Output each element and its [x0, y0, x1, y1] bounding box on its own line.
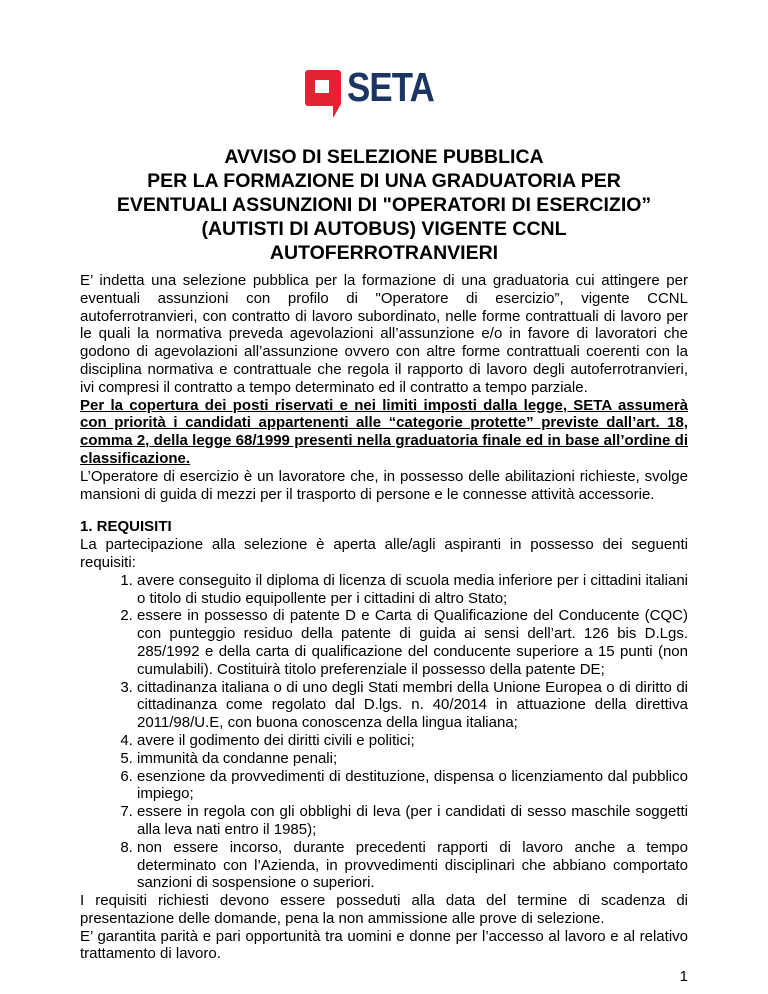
deadline-paragraph: I requisiti richiesti devono essere posseduti alla data del termine di scadenza di presentazione delle domande, pena la non ammissione alle prove di selezione.	[80, 892, 688, 927]
equality-paragraph: E’ garantita parità e pari opportunità tra uomini e donne per l’accesso al lavoro e al relativo trattamento di lavoro.	[80, 927, 688, 963]
seta-logo	[305, 64, 465, 122]
logo-text: SETA	[347, 64, 434, 110]
role-paragraph: L’Operatore di esercizio è un lavoratore che, in possesso delle abilitazioni richieste, svolge mansioni di guida di mezzi per il trasporto di persone e le connesse attività accessorie.	[80, 467, 688, 503]
list-item: 3. cittadinanza italiana o di uno degli Stati membri della Unione Europea o di diritto di cittadinanza come regolato dal D.lgs. n. 40/2014 in attuazione della direttiva 2011/98/U.E, con buona conoscenza della lingua italiana;	[137, 679, 688, 732]
title-line: AVVISO DI SELEZIONE PUBBLICA	[224, 146, 544, 168]
list-item: 1. avere conseguito il diploma di licenza di scuola media inferiore per i cittadini italiani o titolo di studio equipollente per i cittadini di altro Stato;	[137, 572, 688, 608]
document-title	[80, 145, 688, 265]
list-item: 7. essere in regola con gli obblighi di leva (per i candidati di sesso maschile soggetti alla leva nati entro il 1985);	[137, 803, 688, 839]
list-item: 6. esenzione da provvedimenti di destituzione, dispensa o licenziamento dal pubblico impiego;	[137, 768, 688, 804]
requirements-list	[80, 572, 688, 892]
list-item: 8. non essere incorso, durante precedenti rapporti di lavoro anche a tempo determinato con l’Azienda, in provvedimenti disciplinari che abbiano comportato sanzioni di sospensione o superiori.	[137, 839, 688, 892]
section-heading: 1. REQUISITI	[80, 518, 172, 536]
title-line: (AUTISTI DI AUTOBUS) VIGENTE CCNL	[201, 218, 567, 240]
title-line: EVENTUALI ASSUNZIONI DI "OPERATORI DI ESERCIZIO”	[116, 194, 652, 216]
speech-bubble-icon	[305, 70, 341, 106]
intro-paragraph: E’ indetta una selezione pubblica per la formazione di una graduatoria cui attingere per eventuali assunzioni con profilo di "Operatore di esercizio”, vigente CCNL autoferrotranvieri, con contratto di lavoro subordinato, nelle forme contrattuali di lavoro per le quali la normativa preveda agevolazioni all’assunzione e/o in favore di lavoratori che godono di agevolazioni all’assunzione ovvero con altre forme contrattuali coerenti con la disciplina normativa e contrattuale che regola il rapporto di lavoro degli autoferrotranvieri, ivi compresi il contratto a tempo determinato ed il contratto a tempo parziale.	[80, 272, 688, 396]
list-item: 2. essere in possesso di patente D e Carta di Qualificazione del Conducente (CQC) con punteggio residuo della patente di guida ai sensi dell’art. 126 bis D.Lgs. 285/1992 e della carta di qualificazione del conducente superiore a 15 punti (non cumulabili). Costituirà titolo preferenziale il possesso della patente DE;	[137, 607, 688, 678]
priority-paragraph: Per la copertura dei posti riservati e nei limiti imposti dalla legge, SETA assumerà con priorità i candidati appartenenti alle “categorie protette” previste dall’art. 18, comma 2, della legge 68/1999 presenti nella graduatoria finale ed in base all’ordine di classificazione.	[80, 396, 688, 467]
list-item: 4. avere il godimento dei diritti civili e politici;	[137, 732, 688, 750]
title-line: PER LA FORMAZIONE DI UNA GRADUATORIA PER	[147, 170, 621, 192]
document-body	[80, 272, 688, 963]
page-number: 1	[679, 968, 688, 985]
title-line: AUTOFERROTRANVIERI	[269, 242, 499, 264]
list-item: 5. immunità da condanne penali;	[137, 750, 688, 768]
section-lead: La partecipazione alla selezione è aperta alle/agli aspiranti in possesso dei seguenti requisiti:	[80, 536, 688, 571]
